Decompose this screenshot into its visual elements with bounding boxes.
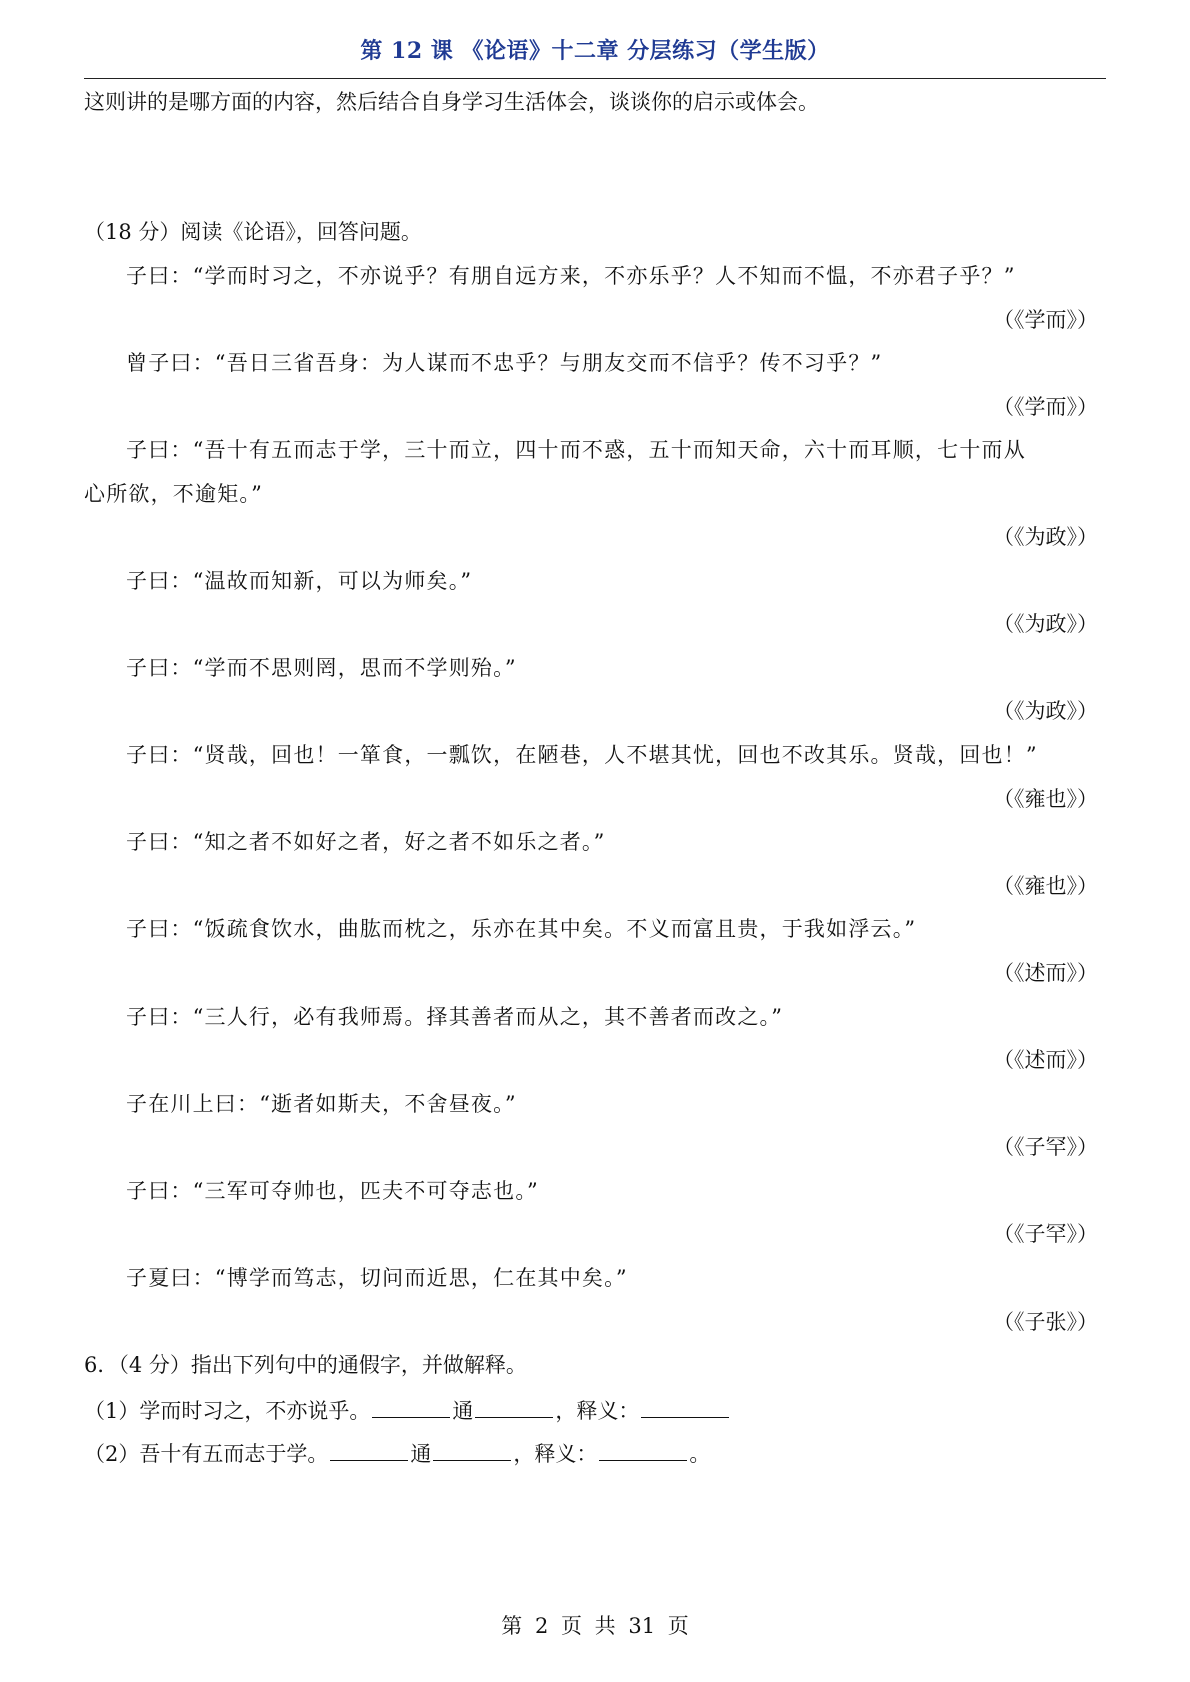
answer-blank[interactable] bbox=[475, 1395, 553, 1418]
answer-blank[interactable] bbox=[641, 1395, 729, 1418]
passage-text-11: 子曰：“三军可夺帅也，匹夫不可夺志也。” bbox=[126, 1179, 539, 1203]
passage-source-5: （《为政》） bbox=[993, 699, 1098, 723]
question6-item-2-after: ，释义： bbox=[513, 1442, 598, 1466]
intro-question-text: 这则讲的是哪方面的内容，然后结合自身学习生活体会，谈谈你的启示或体会。 bbox=[84, 90, 819, 114]
answer-blank[interactable] bbox=[372, 1395, 450, 1418]
passage-source-9: （《述而》） bbox=[993, 1048, 1098, 1072]
passage-source-2: （《学而》） bbox=[993, 395, 1098, 419]
passage-text-5: 子曰：“学而不思则罔，思而不学则殆。” bbox=[126, 656, 517, 680]
question6-item-1-mid: 通 bbox=[452, 1399, 474, 1423]
passage-text-8: 子曰：“饭疏食饮水，曲肱而枕之，乐亦在其中矣。不义而富且贵，于我如浮云。” bbox=[126, 917, 917, 941]
answer-blank[interactable] bbox=[433, 1438, 511, 1461]
page-number-footer: 第 2 页 共 31 页 bbox=[501, 1614, 689, 1638]
passage-source-6: （《雍也》） bbox=[993, 787, 1098, 811]
passage-source-3: （《为政》） bbox=[993, 525, 1098, 549]
passage-text-10: 子在川上曰：“逝者如斯夫，不舍昼夜。” bbox=[126, 1092, 517, 1116]
passage-text-4: 子曰：“温故而知新，可以为师矣。” bbox=[126, 569, 473, 593]
passage-text-9: 子曰：“三人行，必有我师焉。择其善者而从之，其不善者而改之。” bbox=[126, 1005, 784, 1029]
answer-blank[interactable] bbox=[599, 1438, 687, 1461]
passage-source-1: （《学而》） bbox=[993, 308, 1098, 332]
question6-item-1 bbox=[84, 1395, 731, 1425]
passage-source-8: （《述而》） bbox=[993, 961, 1098, 985]
passage-continuation-3: 心所欲，不逾矩。” bbox=[84, 482, 264, 506]
passage-source-11: （《子罕》） bbox=[993, 1222, 1098, 1246]
question6-item-2-prefix: （2）吾十有五而志于学。 bbox=[84, 1442, 329, 1466]
passage-source-7: （《雍也》） bbox=[993, 874, 1098, 898]
question6-item-2-end: 。 bbox=[689, 1442, 711, 1466]
passage-source-12: （《子张》） bbox=[993, 1310, 1098, 1334]
passage-source-4: （《为政》） bbox=[993, 612, 1098, 636]
passage-text-1: 子曰：“学而时习之，不亦说乎？有朋自远方来，不亦乐乎？人不知而不愠，不亦君子乎？” bbox=[126, 264, 1016, 288]
question6-item-2-mid: 通 bbox=[410, 1442, 432, 1466]
question6-item-1-after: ，释义： bbox=[555, 1399, 640, 1423]
question6-item-1-prefix: （1）学而时习之，不亦说乎。 bbox=[84, 1399, 371, 1423]
passage-text-3: 子曰：“吾十有五而志于学，三十而立，四十而不惑，五十而知天命，六十而耳顺，七十而从 bbox=[126, 438, 1026, 462]
passage-text-7: 子曰：“知之者不如好之者，好之者不如乐之者。” bbox=[126, 830, 606, 854]
passage-text-2: 曾子曰：“吾日三省吾身：为人谋而不忠乎？与朋友交而不信乎？传不习乎？” bbox=[126, 351, 883, 375]
passage-text-6: 子曰：“贤哉，回也！一箪食，一瓢饮，在陋巷，人不堪其忧，回也不改其乐。贤哉，回也！” bbox=[126, 743, 1038, 767]
passage-text-12: 子夏曰：“博学而笃志，切问而近思，仁在其中矣。” bbox=[126, 1266, 628, 1290]
header-divider bbox=[84, 78, 1106, 79]
reading-heading: （18 分）阅读《论语》，回答问题。 bbox=[84, 220, 422, 244]
question6-heading: 6．（4 分）指出下列句中的通假字，并做解释。 bbox=[84, 1353, 527, 1377]
answer-blank[interactable] bbox=[330, 1438, 408, 1461]
passage-source-10: （《子罕》） bbox=[993, 1135, 1098, 1159]
page-header-title: 第 12 课 《论语》十二章 分层练习（学生版） bbox=[360, 38, 830, 64]
question6-item-2 bbox=[84, 1438, 710, 1468]
